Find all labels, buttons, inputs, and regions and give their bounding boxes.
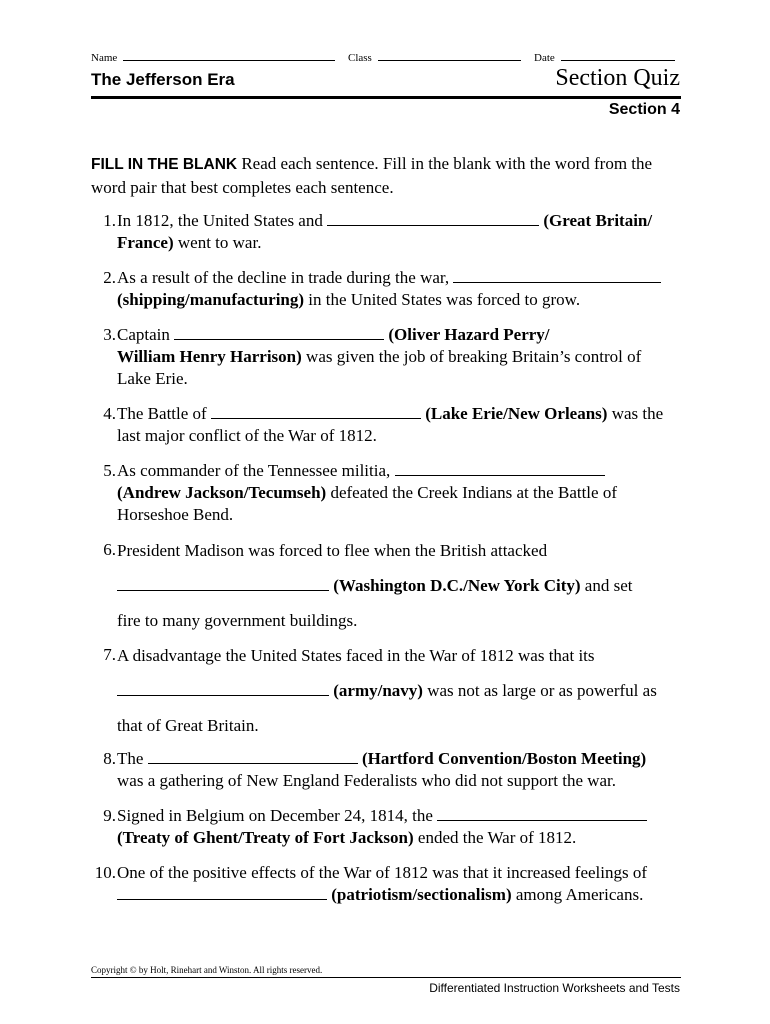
question-text: defeated the Creek Indians at the Battle of <box>330 483 617 502</box>
question-3 <box>91 324 683 390</box>
question-text: As a result of the decline in trade during the war, <box>117 268 450 287</box>
class-line[interactable] <box>378 50 521 61</box>
question-text: last major conflict of the War of 1812. <box>117 426 377 445</box>
word-pair: (Washington D.C./New York City) <box>333 576 581 595</box>
word-pair: (army/navy) <box>333 681 423 700</box>
word-pair: (Treaty of Ghent/Treaty of Fort Jackson) <box>117 828 414 847</box>
question-number: 4. <box>103 404 116 423</box>
question-text: was given the job of breaking Britain’s control of <box>306 347 642 366</box>
question-number: 2. <box>103 268 116 287</box>
question-9 <box>91 805 683 849</box>
question-text: fire to many government buildings. <box>117 611 358 630</box>
word-pair: (Hartford Convention/Boston Meeting) <box>361 749 647 768</box>
date-label: Date <box>534 52 555 64</box>
name-field[interactable] <box>91 50 335 64</box>
word-pair: (Oliver Hazard Perry/ <box>388 325 550 344</box>
answer-blank[interactable] <box>148 749 358 764</box>
question-number: 3. <box>103 325 116 344</box>
answer-blank[interactable] <box>174 325 384 340</box>
question-text: Horseshoe Bend. <box>117 505 234 524</box>
answer-blank[interactable] <box>453 268 661 283</box>
footer-rule <box>91 977 681 978</box>
class-field[interactable] <box>348 50 521 64</box>
question-8 <box>91 748 683 792</box>
instructions-lead: FILL IN THE BLANK <box>91 156 238 173</box>
instructions-text: Read each sentence. Fill in the blank with the word from the word pair that best completes each sentence. <box>91 154 653 197</box>
question-10 <box>91 862 683 906</box>
name-line[interactable] <box>123 50 335 61</box>
date-field[interactable] <box>534 50 675 64</box>
question-4 <box>91 403 683 447</box>
question-number: 7. <box>103 645 116 664</box>
section-number: Section 4 <box>608 101 680 118</box>
header-fields <box>91 50 680 66</box>
question-number: 10. <box>94 863 116 882</box>
copyright-notice: Copyright © by Holt, Rinehart and Winston. All rights reserved. <box>91 965 323 975</box>
date-line[interactable] <box>561 50 675 61</box>
question-text: One of the positive effects of the War of 1812 was that it increased feelings of <box>117 863 648 882</box>
question-text: among Americans. <box>515 885 644 904</box>
instructions <box>91 152 681 199</box>
question-text: A disadvantage the United States faced in the War of 1812 was that its <box>117 646 595 665</box>
question-text: The Battle of <box>117 404 207 423</box>
class-label: Class <box>348 52 372 64</box>
answer-blank[interactable] <box>117 681 329 696</box>
question-text: was a gathering of New England Federalists who did not support the war. <box>117 771 617 790</box>
book-title: Differentiated Instruction Worksheets and Tests <box>429 981 680 995</box>
question-number: 1. <box>103 211 116 230</box>
question-number: 5. <box>103 461 116 480</box>
question-number: 9. <box>103 806 116 825</box>
question-6 <box>91 539 683 638</box>
question-text: Lake Erie. <box>117 369 188 388</box>
question-text: President Madison was forced to flee when the British attacked <box>117 541 548 560</box>
answer-blank[interactable] <box>395 461 605 476</box>
question-text: The <box>117 749 144 768</box>
answer-blank[interactable] <box>117 576 329 591</box>
document-title: The Jefferson Era <box>91 70 235 89</box>
question-number: 6. <box>103 540 116 559</box>
question-1 <box>91 210 683 254</box>
question-text: In 1812, the United States and <box>117 211 323 230</box>
word-pair: France) <box>117 233 174 252</box>
question-number: 8. <box>103 749 116 768</box>
word-pair: (Great Britain/ <box>543 211 653 230</box>
word-pair: (shipping/manufacturing) <box>117 290 305 309</box>
word-pair: William Henry Harrison) <box>117 347 302 366</box>
quiz-title: Section Quiz <box>555 65 680 91</box>
header-rule <box>91 96 681 99</box>
question-text: that of Great Britain. <box>117 716 259 735</box>
word-pair: (patriotism/sectionalism) <box>331 885 512 904</box>
question-text: Captain <box>117 325 170 344</box>
question-text: was not as large or as powerful as <box>427 681 657 700</box>
question-2 <box>91 267 683 311</box>
question-text: ended the War of 1812. <box>417 828 577 847</box>
answer-blank[interactable] <box>211 404 421 419</box>
question-7 <box>91 644 683 743</box>
word-pair: (Lake Erie/New Orleans) <box>425 404 608 423</box>
answer-blank[interactable] <box>327 211 539 226</box>
name-label: Name <box>91 52 118 64</box>
question-text: Signed in Belgium on December 24, 1814, the <box>117 806 433 825</box>
answer-blank[interactable] <box>117 885 327 900</box>
question-text: in the United States was forced to grow. <box>308 290 581 309</box>
question-text: was the <box>611 404 664 423</box>
word-pair: (Andrew Jackson/Tecumseh) <box>117 483 327 502</box>
answer-blank[interactable] <box>437 806 647 821</box>
question-text: went to war. <box>177 233 262 252</box>
question-text: As commander of the Tennessee militia, <box>117 461 391 480</box>
question-text: and set <box>584 576 633 595</box>
question-5 <box>91 460 683 526</box>
